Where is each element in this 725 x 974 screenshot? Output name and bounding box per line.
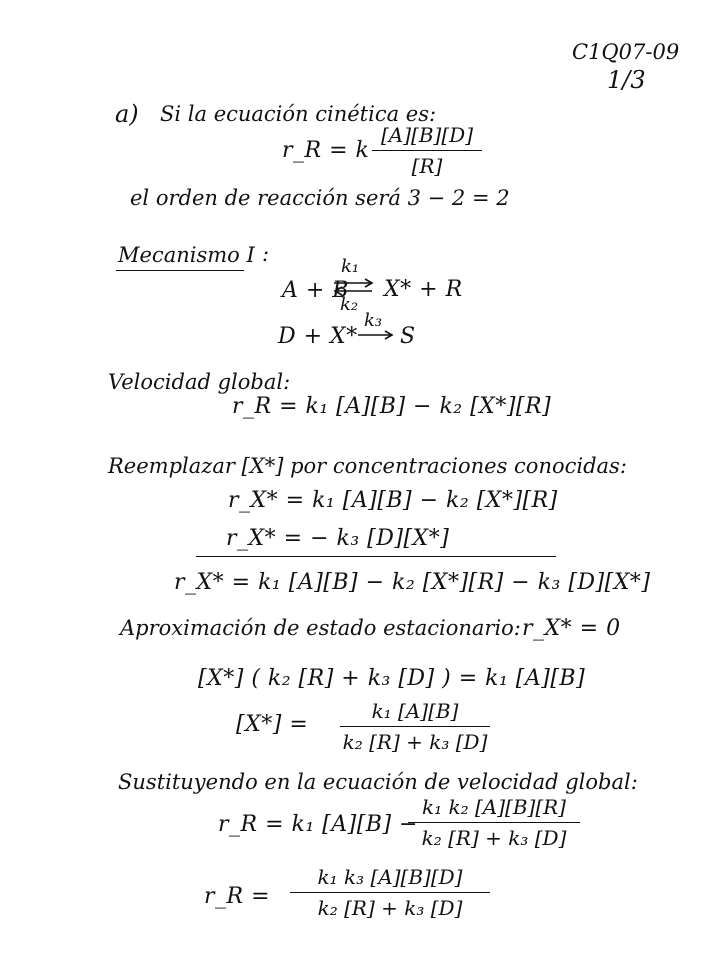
part-a-intro: Si la ecuación cinética es: (160, 102, 437, 126)
final-rate-numerator: k₁ k₃ [A][B][D] (317, 865, 463, 889)
global-rate-equation: r_R = k₁ [A][B] − k₂ [X*][R] (232, 394, 552, 419)
replace-eq1: r_X* = k₁ [A][B] − k₂ [X*][R] (228, 488, 558, 513)
steady-state-eq1: [X*] ( k₂ [R] + k₃ [D] ) = k₁ [A][B] (198, 666, 586, 691)
step2-product: S (400, 324, 416, 349)
mechanism-title-underline (116, 270, 244, 271)
fraction-bar (290, 892, 490, 893)
substitution-fraction (408, 796, 580, 849)
sum-rule (196, 556, 556, 557)
final-rate-lhs: r_R = (204, 884, 271, 909)
rate-law-denominator: [R] (411, 154, 443, 178)
fraction-bar (340, 726, 490, 727)
fraction-bar (372, 150, 482, 151)
rate-law-fraction (372, 124, 482, 177)
mechanism-title: Mecanismo I (118, 243, 255, 267)
page-code: C1Q07-09 (572, 40, 680, 64)
substitution-label: Sustituyendo en la ecuación de velocidad global: (118, 770, 638, 794)
reaction-order-text: el orden de reacción será 3 − 2 = 2 (130, 186, 510, 210)
step1-reactants: A + B (282, 278, 349, 303)
replace-sum: r_X* = k₁ [A][B] − k₂ [X*][R] − k₃ [D][X*] (174, 570, 651, 595)
x-star-fraction (340, 700, 490, 753)
step2-reactants: D + X* (278, 324, 358, 349)
final-rate-fraction (290, 866, 490, 919)
page-number: 1/3 (607, 66, 646, 94)
steady-state-condition: r_X* = 0 (522, 616, 621, 641)
substitution-lhs: r_R = k₁ [A][B] − (218, 812, 418, 837)
fraction-bar (408, 822, 580, 823)
mechanism-colon: : (262, 242, 270, 266)
k1-label: k₁ (341, 256, 360, 277)
step1-products: X* + R (384, 277, 463, 302)
x-star-numerator: k₁ [A][B] (371, 699, 459, 723)
final-rate-denominator: k₂ [R] + k₃ [D] (317, 896, 463, 920)
steady-state-label: Aproximación de estado estacionario: (120, 616, 521, 640)
replace-label: Reemplazar [X*] por concentraciones conocidas: (108, 454, 627, 478)
substitution-numerator: k₁ k₂ [A][B][R] (421, 795, 566, 819)
substitution-denominator: k₂ [R] + k₃ [D] (421, 826, 567, 850)
rate-law-numerator: [A][B][D] (381, 123, 473, 147)
k2-label: k₂ (340, 294, 359, 315)
part-a-label: a) (115, 100, 139, 128)
rate-law-lhs: r_R = k (282, 138, 370, 163)
replace-eq2: r_X* = − k₃ [D][X*] (226, 526, 450, 551)
global-rate-label: Velocidad global: (108, 370, 291, 394)
forward-arrow-icon (356, 330, 396, 340)
k3-label: k₃ (364, 310, 383, 331)
x-star-denominator: k₂ [R] + k₃ [D] (342, 730, 488, 754)
x-star-lhs: [X*] = (236, 712, 309, 737)
